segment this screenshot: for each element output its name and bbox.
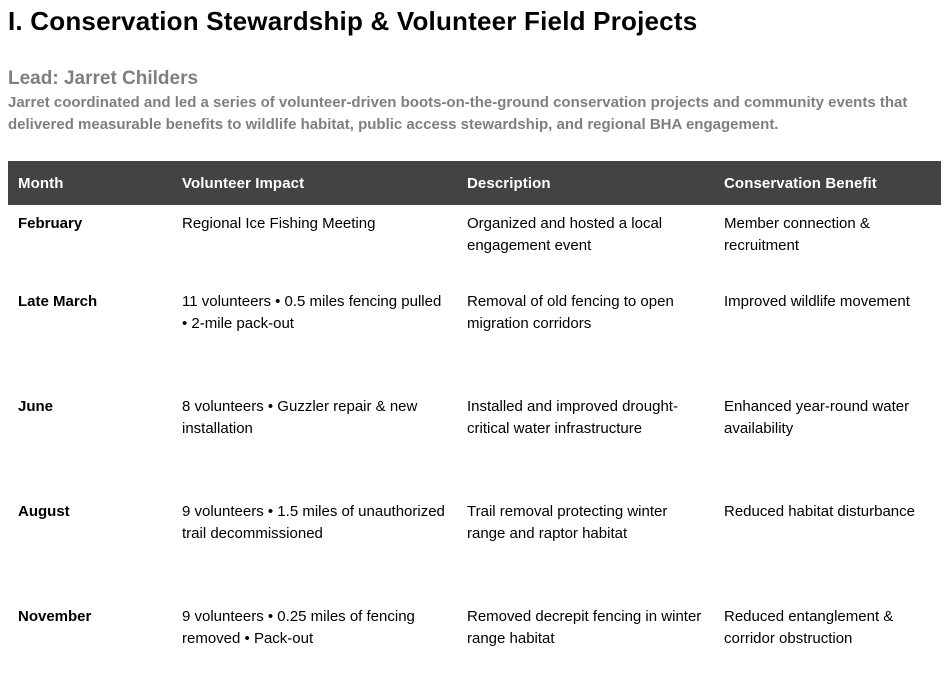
cell-conservation-benefit: Reduced entanglement & corridor obstruction: [724, 608, 894, 647]
projects-table: [8, 161, 941, 680]
column-header-month: Month: [18, 174, 64, 192]
cell-month: June: [18, 398, 54, 415]
cell-description: Removal of old fencing to open migration corridors: [467, 293, 674, 332]
cell-volunteer-impact: Regional Ice Fishing Meeting: [182, 215, 376, 232]
cell-description: Removed decrepit fencing in winter range habitat: [467, 608, 702, 647]
table-row: [8, 388, 941, 493]
cell-month: Late March: [18, 293, 98, 310]
cell-volunteer-impact: 9 volunteers • 0.25 miles of fencing removed • Pack-out: [182, 608, 415, 647]
table-row: [8, 493, 941, 598]
cell-month: February: [18, 215, 83, 232]
column-header-description: Description: [467, 174, 551, 192]
column-header-conservation-benefit: Conservation Benefit: [724, 174, 877, 192]
cell-conservation-benefit: Reduced habitat disturbance: [724, 503, 915, 520]
cell-description: Organized and hosted a local engagement event: [467, 215, 663, 254]
cell-conservation-benefit: Improved wildlife movement: [724, 293, 910, 310]
table-header-row: [8, 161, 941, 205]
table-row: [8, 598, 941, 680]
cell-month: August: [18, 503, 70, 520]
table-header: [8, 161, 941, 205]
page-title: I. Conservation Stewardship & Volunteer Field Projects: [8, 6, 698, 36]
cell-volunteer-impact: 9 volunteers • 1.5 miles of unauthorized trail decommissioned: [182, 503, 445, 542]
intro-paragraph: Jarret coordinated and led a series of volunteer-driven boots-on-the-ground conservation projects and community events that delivered measurable benefits to wildlife habitat, public access stewardship, and regional BHA engagement.: [8, 94, 908, 133]
column-header-volunteer-impact: Volunteer Impact: [182, 174, 305, 192]
cell-month: November: [18, 608, 92, 625]
cell-conservation-benefit: Member connection & recruitment: [724, 215, 870, 254]
cell-volunteer-impact: 11 volunteers • 0.5 miles fencing pulled • 2-mile pack-out: [182, 293, 442, 332]
table-row: [8, 205, 941, 283]
cell-description: Trail removal protecting winter range and raptor habitat: [467, 503, 668, 542]
cell-description: Installed and improved drought-critical water infrastructure: [467, 398, 678, 437]
table-row: [8, 283, 941, 388]
cell-conservation-benefit: Enhanced year-round water availability: [724, 398, 910, 437]
lead-heading: Lead: Jarret Childers: [8, 68, 199, 89]
table-body: [8, 205, 941, 680]
cell-volunteer-impact: 8 volunteers • Guzzler repair & new installation: [182, 398, 418, 437]
